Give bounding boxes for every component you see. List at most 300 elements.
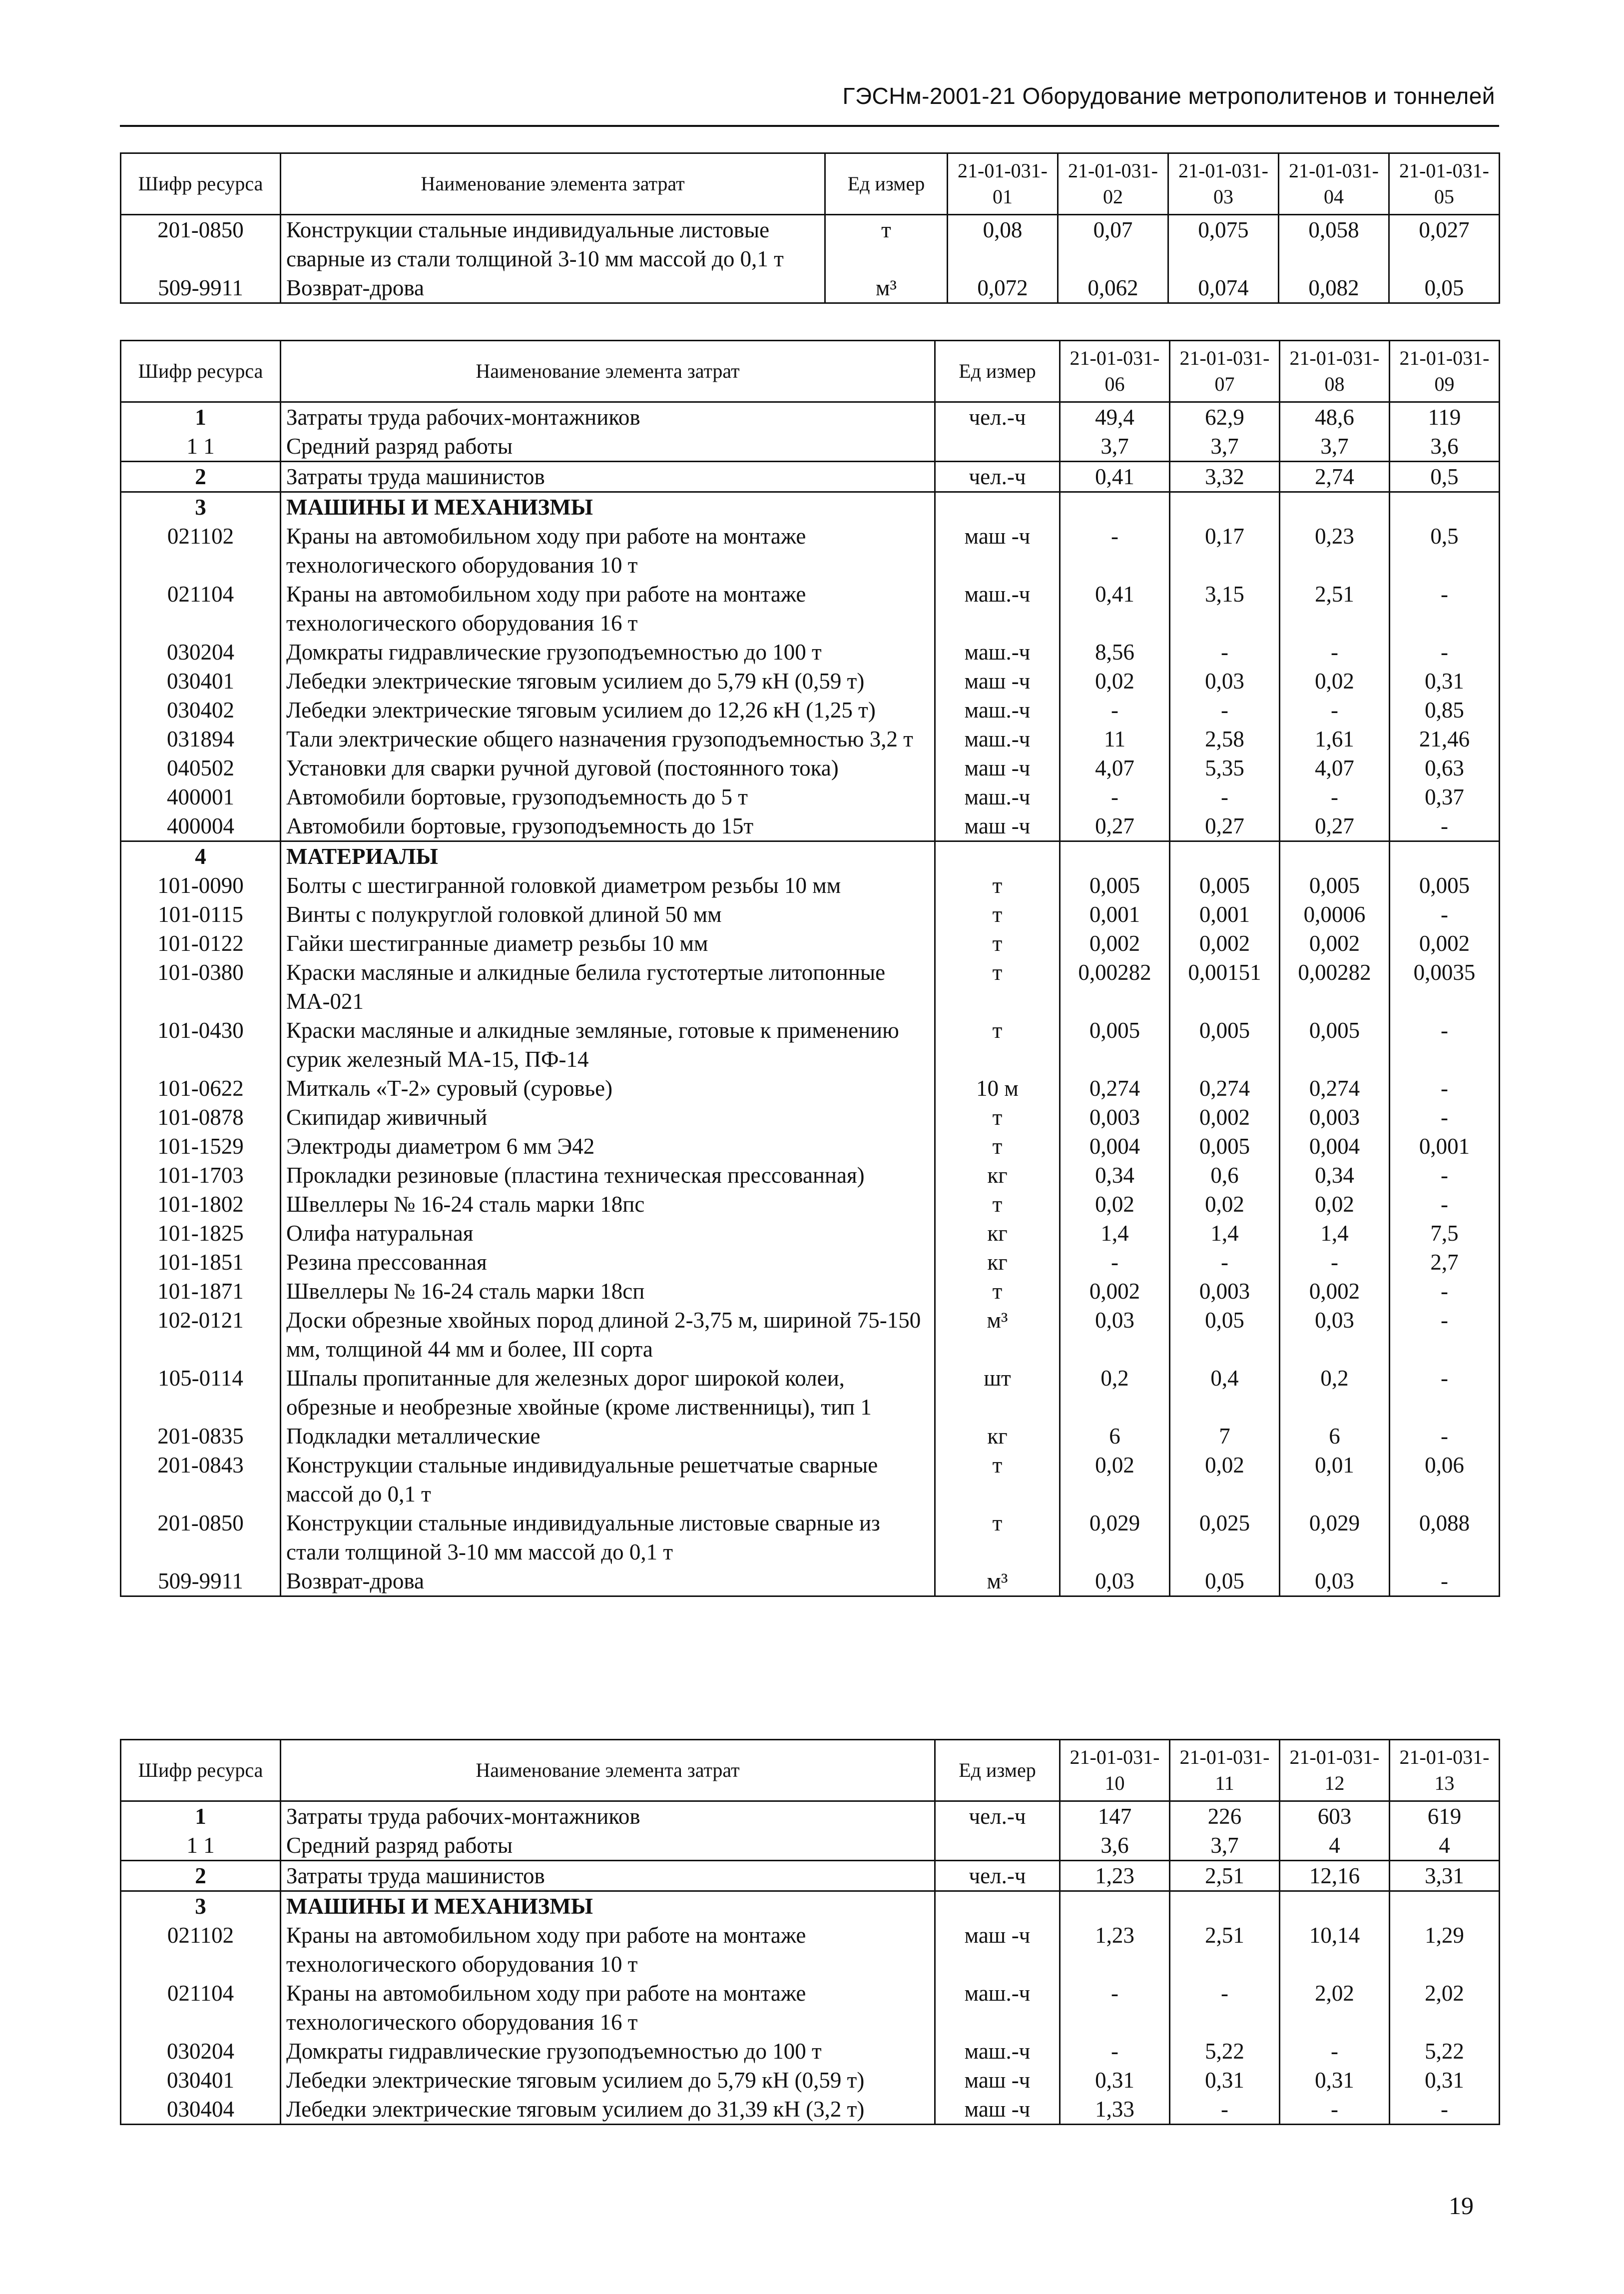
value-cell: 0,082 — [1279, 273, 1389, 303]
value-cell: - — [1060, 1248, 1170, 1277]
table-row — [121, 1979, 1500, 2037]
unit-cell: т — [935, 1190, 1060, 1219]
value-cell — [1060, 492, 1170, 522]
unit-cell: маш -ч — [935, 522, 1060, 580]
value-cell: 0,07 — [1058, 215, 1168, 274]
resource-code: 101-0430 — [121, 1016, 281, 1074]
table-row — [121, 2095, 1500, 2125]
header-name: Наименование элемента затрат — [281, 153, 825, 215]
value-cell: 2,51 — [1170, 1861, 1280, 1891]
value-cell: - — [1280, 696, 1390, 725]
value-cell: 0,00282 — [1280, 958, 1390, 1016]
table-row — [121, 462, 1500, 492]
value-cell: 0,34 — [1060, 1161, 1170, 1190]
value-cell: - — [1390, 2095, 1500, 2125]
header-norm-code: 21-01-031-10 — [1060, 1740, 1170, 1801]
value-cell: 0,27 — [1060, 811, 1170, 841]
header-norm-code: 21-01-031-12 — [1280, 1740, 1390, 1801]
table-row — [121, 1451, 1500, 1509]
value-cell: - — [1170, 638, 1280, 667]
table-row — [121, 580, 1500, 638]
value-cell: 226 — [1170, 1801, 1280, 1831]
resource-code: 400001 — [121, 782, 281, 811]
header-name: Наименование элемента затрат — [281, 341, 935, 402]
table-row — [121, 958, 1500, 1016]
value-cell: 0,5 — [1390, 522, 1500, 580]
value-cell: 2,02 — [1280, 1979, 1390, 2037]
header-code: Шифр ресурса — [121, 1740, 281, 1801]
cost-element-name: Конструкции стальные индивидуальные листовые сварные из стали толщиной 3-10 мм массой до 0,1 т — [281, 1509, 935, 1566]
value-cell: 2,51 — [1280, 580, 1390, 638]
header-norm-code: 21-01-031-09 — [1390, 341, 1500, 402]
value-cell: 3,7 — [1060, 432, 1170, 462]
value-cell: 0,08 — [948, 215, 1058, 274]
value-cell: 0,003 — [1280, 1103, 1390, 1132]
resource-code: 021104 — [121, 580, 281, 638]
unit-cell: т — [935, 1277, 1060, 1306]
table-row — [121, 273, 1500, 303]
resource-code: 105-0114 — [121, 1364, 281, 1422]
resource-code: 102-0121 — [121, 1306, 281, 1364]
value-cell: - — [1390, 1016, 1500, 1074]
value-cell: 0,075 — [1168, 215, 1279, 274]
norms-table-3 — [120, 1739, 1500, 2125]
value-cell: 0,002 — [1280, 1277, 1390, 1306]
table-row — [121, 1831, 1500, 1861]
value-cell: 0,02 — [1170, 1451, 1280, 1509]
resource-code: 101-0122 — [121, 929, 281, 958]
value-cell: 0,31 — [1280, 2066, 1390, 2095]
unit-cell — [935, 432, 1060, 462]
header-norm-code: 21-01-031-02 — [1058, 153, 1168, 215]
value-cell: 0,02 — [1060, 1190, 1170, 1219]
resource-code: 030401 — [121, 2066, 281, 2095]
resource-code: 101-1825 — [121, 1219, 281, 1248]
value-cell: 0,23 — [1280, 522, 1390, 580]
value-cell: 0,002 — [1280, 929, 1390, 958]
value-cell: 0,17 — [1170, 522, 1280, 580]
table-row — [121, 492, 1500, 522]
resource-code: 030402 — [121, 696, 281, 725]
value-cell: - — [1390, 1103, 1500, 1132]
value-cell: - — [1390, 1161, 1500, 1190]
header-norm-code: 21-01-031-05 — [1389, 153, 1500, 215]
header-unit: Ед измер — [825, 153, 948, 215]
value-cell: 0,03 — [1280, 1306, 1390, 1364]
value-cell: - — [1390, 638, 1500, 667]
header-unit: Ед измер — [935, 1740, 1060, 1801]
value-cell: - — [1280, 1248, 1390, 1277]
value-cell: - — [1390, 1364, 1500, 1422]
unit-cell: маш.-ч — [935, 2037, 1060, 2066]
unit-cell: шт — [935, 1364, 1060, 1422]
cost-element-name: Затраты труда рабочих-монтажников — [281, 402, 935, 432]
unit-cell: кг — [935, 1422, 1060, 1451]
cost-element-name: Средний разряд работы — [281, 1831, 935, 1861]
value-cell: 1,4 — [1280, 1219, 1390, 1248]
header-rule — [120, 125, 1499, 127]
value-cell: - — [1280, 2095, 1390, 2125]
value-cell: 0,274 — [1170, 1074, 1280, 1103]
value-cell: 1,29 — [1390, 1921, 1500, 1979]
cost-element-name: Автомобили бортовые, грузоподъемность до 15т — [281, 811, 935, 841]
unit-cell — [935, 1891, 1060, 1921]
value-cell: 0,005 — [1170, 1016, 1280, 1074]
unit-cell: маш -ч — [935, 2066, 1060, 2095]
value-cell: 0,00151 — [1170, 958, 1280, 1016]
table-row — [121, 782, 1500, 811]
norms-table-1 — [120, 152, 1500, 304]
value-cell: 0,03 — [1170, 667, 1280, 696]
table-row — [121, 929, 1500, 958]
unit-cell: т — [935, 1103, 1060, 1132]
value-cell: 0,029 — [1060, 1509, 1170, 1566]
unit-cell: кг — [935, 1248, 1060, 1277]
value-cell: 0,4 — [1170, 1364, 1280, 1422]
resource-code: 101-0878 — [121, 1103, 281, 1132]
cost-element-name: Домкраты гидравлические грузоподъемностью до 100 т — [281, 638, 935, 667]
table-row — [121, 1306, 1500, 1364]
table-row — [121, 1161, 1500, 1190]
value-cell: - — [1170, 1248, 1280, 1277]
resource-code: 1 1 — [121, 1831, 281, 1861]
value-cell: 0,05 — [1170, 1306, 1280, 1364]
value-cell: 0,02 — [1060, 1451, 1170, 1509]
table-row — [121, 1422, 1500, 1451]
cost-element-name: Краны на автомобильном ходу при работе на монтаже технологического оборудования 10 т — [281, 522, 935, 580]
resource-code: 2 — [121, 1861, 281, 1891]
value-cell: 0,003 — [1060, 1103, 1170, 1132]
header-code: Шифр ресурса — [121, 341, 281, 402]
header-norm-code: 21-01-031-03 — [1168, 153, 1279, 215]
table-header-row — [121, 153, 1500, 215]
cost-element-name: Олифа натуральная — [281, 1219, 935, 1248]
value-cell: 0,072 — [948, 273, 1058, 303]
unit-cell: маш -ч — [935, 1921, 1060, 1979]
value-cell — [1390, 492, 1500, 522]
value-cell — [1170, 1891, 1280, 1921]
value-cell: 0,03 — [1060, 1306, 1170, 1364]
value-cell — [1060, 1891, 1170, 1921]
unit-cell: т — [935, 900, 1060, 929]
unit-cell — [935, 841, 1060, 871]
value-cell — [1390, 841, 1500, 871]
resource-code: 201-0850 — [121, 1509, 281, 1566]
unit-cell: маш.-ч — [935, 782, 1060, 811]
cost-element-name: Краски масляные и алкидные белила густотертые литопонные МА-021 — [281, 958, 935, 1016]
unit-cell: т — [935, 1132, 1060, 1161]
table-row — [121, 754, 1500, 782]
unit-cell: т — [935, 958, 1060, 1016]
cost-element-name: Швеллеры № 16-24 сталь марки 18сп — [281, 1277, 935, 1306]
resource-code: 101-0115 — [121, 900, 281, 929]
value-cell: 0,31 — [1390, 2066, 1500, 2095]
value-cell: - — [1060, 696, 1170, 725]
value-cell: 2,51 — [1170, 1921, 1280, 1979]
value-cell: 0,0035 — [1390, 958, 1500, 1016]
resource-code: 021102 — [121, 1921, 281, 1979]
section-title: МАШИНЫ И МЕХАНИЗМЫ — [281, 1891, 935, 1921]
value-cell: - — [1280, 782, 1390, 811]
value-cell: - — [1170, 782, 1280, 811]
value-cell: 7 — [1170, 1422, 1280, 1451]
value-cell: - — [1060, 522, 1170, 580]
cost-element-name: Конструкции стальные индивидуальные листовые сварные из стали толщиной 3-10 мм массой до 0,1 т — [281, 215, 825, 274]
value-cell: 0,41 — [1060, 462, 1170, 492]
value-cell: 62,9 — [1170, 402, 1280, 432]
value-cell: 147 — [1060, 1801, 1170, 1831]
value-cell: 3,32 — [1170, 462, 1280, 492]
value-cell: 1,4 — [1170, 1219, 1280, 1248]
value-cell: 0,003 — [1170, 1277, 1280, 1306]
resource-code: 101-1851 — [121, 1248, 281, 1277]
value-cell: 0,27 — [1280, 811, 1390, 841]
value-cell: 2,7 — [1390, 1248, 1500, 1277]
table-row — [121, 1861, 1500, 1891]
table-row — [121, 1132, 1500, 1161]
unit-cell — [935, 1831, 1060, 1861]
unit-cell: чел.-ч — [935, 462, 1060, 492]
resource-code: 201-0843 — [121, 1451, 281, 1509]
value-cell: 0,05 — [1170, 1566, 1280, 1596]
unit-cell: чел.-ч — [935, 1801, 1060, 1831]
value-cell: 10,14 — [1280, 1921, 1390, 1979]
value-cell: - — [1170, 2095, 1280, 2125]
value-cell: 0,005 — [1170, 1132, 1280, 1161]
value-cell — [1280, 1891, 1390, 1921]
value-cell: - — [1390, 1277, 1500, 1306]
value-cell: 0,004 — [1060, 1132, 1170, 1161]
value-cell: 1,61 — [1280, 725, 1390, 754]
table-row — [121, 1566, 1500, 1596]
value-cell: 0,5 — [1390, 462, 1500, 492]
unit-cell: маш.-ч — [935, 638, 1060, 667]
value-cell: 0,34 — [1280, 1161, 1390, 1190]
unit-cell: маш.-ч — [935, 725, 1060, 754]
value-cell: 5,22 — [1390, 2037, 1500, 2066]
table-header-row — [121, 1740, 1500, 1801]
value-cell: 0,001 — [1060, 900, 1170, 929]
header-norm-code: 21-01-031-07 — [1170, 341, 1280, 402]
cost-element-name: Шпалы пропитанные для железных дорог широкой колеи, обрезные и необрезные хвойные (кроме лиственницы), тип 1 — [281, 1364, 935, 1422]
value-cell: 0,005 — [1060, 1016, 1170, 1074]
resource-code: 1 — [121, 1801, 281, 1831]
cost-element-name: Возврат-дрова — [281, 273, 825, 303]
table-row — [121, 1891, 1500, 1921]
cost-element-name: Затраты труда рабочих-монтажников — [281, 1801, 935, 1831]
value-cell: 2,74 — [1280, 462, 1390, 492]
resource-code: 1 1 — [121, 432, 281, 462]
table-row — [121, 1190, 1500, 1219]
table-row — [121, 725, 1500, 754]
page-header-title: ГЭСНм-2001-21 Оборудование метрополитенов и тоннелей — [842, 83, 1495, 109]
cost-element-name: Швеллеры № 16-24 сталь марки 18пс — [281, 1190, 935, 1219]
cost-element-name: Краны на автомобильном ходу при работе на монтаже технологического оборудования 16 т — [281, 580, 935, 638]
table-row — [121, 871, 1500, 900]
resource-code: 509-9911 — [121, 1566, 281, 1596]
value-cell: 0,31 — [1170, 2066, 1280, 2095]
value-cell: 0,002 — [1170, 929, 1280, 958]
cost-element-name: Лебедки электрические тяговым усилием до 5,79 кН (0,59 т) — [281, 2066, 935, 2095]
page-number: 19 — [1449, 2192, 1474, 2220]
unit-cell: маш -ч — [935, 667, 1060, 696]
cost-element-name: Краски масляные и алкидные земляные, готовые к применению сурик железный МА-15, ПФ-14 — [281, 1016, 935, 1074]
value-cell: 619 — [1390, 1801, 1500, 1831]
value-cell: - — [1280, 638, 1390, 667]
value-cell: 0,41 — [1060, 580, 1170, 638]
cost-element-name: Затраты труда машинистов — [281, 1861, 935, 1891]
resource-code: 030204 — [121, 638, 281, 667]
header-norm-code: 21-01-031-13 — [1390, 1740, 1500, 1801]
table-row — [121, 900, 1500, 929]
unit-cell: м³ — [935, 1566, 1060, 1596]
value-cell: 5,35 — [1170, 754, 1280, 782]
cost-element-name: Гайки шестигранные диаметр резьбы 10 мм — [281, 929, 935, 958]
value-cell: 0,088 — [1390, 1509, 1500, 1566]
value-cell: 0,2 — [1060, 1364, 1170, 1422]
cost-element-name: Автомобили бортовые, грузоподъемность до 5 т — [281, 782, 935, 811]
table-row — [121, 432, 1500, 462]
value-cell: 0,062 — [1058, 273, 1168, 303]
value-cell: - — [1390, 1074, 1500, 1103]
value-cell: 0,03 — [1280, 1566, 1390, 1596]
unit-cell: т — [935, 1509, 1060, 1566]
value-cell: 8,56 — [1060, 638, 1170, 667]
value-cell: 0,0006 — [1280, 900, 1390, 929]
value-cell: 0,029 — [1280, 1509, 1390, 1566]
resource-code: 101-0380 — [121, 958, 281, 1016]
cost-element-name: Лебедки электрические тяговым усилием до 5,79 кН (0,59 т) — [281, 667, 935, 696]
value-cell: 603 — [1280, 1801, 1390, 1831]
value-cell: 119 — [1390, 402, 1500, 432]
resource-code: 3 — [121, 492, 281, 522]
value-cell: 0,37 — [1390, 782, 1500, 811]
value-cell: 0,005 — [1060, 871, 1170, 900]
value-cell: 7,5 — [1390, 1219, 1500, 1248]
value-cell: 0,63 — [1390, 754, 1500, 782]
value-cell: 3,15 — [1170, 580, 1280, 638]
value-cell: - — [1390, 811, 1500, 841]
table-row — [121, 1801, 1500, 1831]
table-row — [121, 1509, 1500, 1566]
value-cell: 0,05 — [1389, 273, 1500, 303]
value-cell: 0,01 — [1280, 1451, 1390, 1509]
unit-cell: т — [935, 1451, 1060, 1509]
header-code: Шифр ресурса — [121, 153, 281, 215]
cost-element-name: Прокладки резиновые (пластина техническая прессованная) — [281, 1161, 935, 1190]
value-cell: 0,005 — [1280, 1016, 1390, 1074]
value-cell: 5,22 — [1170, 2037, 1280, 2066]
unit-cell: т — [825, 215, 948, 274]
resource-code: 4 — [121, 841, 281, 871]
resource-code: 101-0622 — [121, 1074, 281, 1103]
table-row — [121, 1219, 1500, 1248]
unit-cell: маш -ч — [935, 2095, 1060, 2125]
header-norm-code: 21-01-031-04 — [1279, 153, 1389, 215]
value-cell: 6 — [1280, 1422, 1390, 1451]
value-cell: 0,004 — [1280, 1132, 1390, 1161]
value-cell — [1280, 492, 1390, 522]
value-cell: 12,16 — [1280, 1861, 1390, 1891]
resource-code: 101-1802 — [121, 1190, 281, 1219]
value-cell: 6 — [1060, 1422, 1170, 1451]
value-cell: 3,6 — [1060, 1831, 1170, 1861]
value-cell: 0,001 — [1170, 900, 1280, 929]
cost-element-name: Краны на автомобильном ходу при работе на монтаже технологического оборудования 16 т — [281, 1979, 935, 2037]
resource-code: 101-0090 — [121, 871, 281, 900]
cost-element-name: Возврат-дрова — [281, 1566, 935, 1596]
value-cell: - — [1390, 580, 1500, 638]
unit-cell: маш.-ч — [935, 580, 1060, 638]
value-cell — [1170, 492, 1280, 522]
cost-element-name: Краны на автомобильном ходу при работе на монтаже технологического оборудования 10 т — [281, 1921, 935, 1979]
value-cell — [1060, 841, 1170, 871]
value-cell: - — [1390, 1422, 1500, 1451]
cost-element-name: Средний разряд работы — [281, 432, 935, 462]
resource-code: 400004 — [121, 811, 281, 841]
table-row — [121, 696, 1500, 725]
value-cell — [1280, 841, 1390, 871]
cost-element-name: Резина прессованная — [281, 1248, 935, 1277]
value-cell: - — [1170, 696, 1280, 725]
value-cell: 0,02 — [1170, 1190, 1280, 1219]
cost-element-name: Лебедки электрические тяговым усилием до 31,39 кН (3,2 т) — [281, 2095, 935, 2125]
table-row — [121, 2066, 1500, 2095]
unit-cell: т — [935, 871, 1060, 900]
value-cell: 11 — [1060, 725, 1170, 754]
value-cell: 0,06 — [1390, 1451, 1500, 1509]
table-row — [121, 1277, 1500, 1306]
cost-element-name: Винты с полукруглой головкой длиной 50 мм — [281, 900, 935, 929]
table-header-row — [121, 341, 1500, 402]
value-cell: 0,025 — [1170, 1509, 1280, 1566]
value-cell: 0,001 — [1390, 1132, 1500, 1161]
resource-code: 201-0835 — [121, 1422, 281, 1451]
norms-table-2 — [120, 340, 1500, 1597]
table-row — [121, 215, 1500, 274]
value-cell: 0,005 — [1280, 871, 1390, 900]
resource-code: 509-9911 — [121, 273, 281, 303]
header-norm-code: 21-01-031-06 — [1060, 341, 1170, 402]
cost-element-name: Доски обрезные хвойных пород длиной 2-3,75 м, шириной 75-150 мм, толщиной 44 мм и более, III сорта — [281, 1306, 935, 1364]
resource-code: 3 — [121, 1891, 281, 1921]
value-cell: 0,31 — [1390, 667, 1500, 696]
value-cell: 0,002 — [1060, 929, 1170, 958]
table-row — [121, 1016, 1500, 1074]
unit-cell: чел.-ч — [935, 1861, 1060, 1891]
value-cell: 0,274 — [1280, 1074, 1390, 1103]
resource-code: 021104 — [121, 1979, 281, 2037]
unit-cell: кг — [935, 1219, 1060, 1248]
value-cell: - — [1390, 900, 1500, 929]
resource-code: 031894 — [121, 725, 281, 754]
cost-element-name: Установки для сварки ручной дуговой (постоянного тока) — [281, 754, 935, 782]
table-row — [121, 841, 1500, 871]
value-cell: 0,02 — [1280, 667, 1390, 696]
header-unit: Ед измер — [935, 341, 1060, 402]
resource-code: 1 — [121, 402, 281, 432]
value-cell: 0,002 — [1170, 1103, 1280, 1132]
value-cell: - — [1390, 1306, 1500, 1364]
header-norm-code: 21-01-031-01 — [948, 153, 1058, 215]
value-cell: 2,02 — [1390, 1979, 1500, 2037]
unit-cell: кг — [935, 1161, 1060, 1190]
value-cell: - — [1060, 2037, 1170, 2066]
cost-element-name: Домкраты гидравлические грузоподъемностью до 100 т — [281, 2037, 935, 2066]
table-row — [121, 638, 1500, 667]
resource-code: 101-1529 — [121, 1132, 281, 1161]
table-row — [121, 2037, 1500, 2066]
